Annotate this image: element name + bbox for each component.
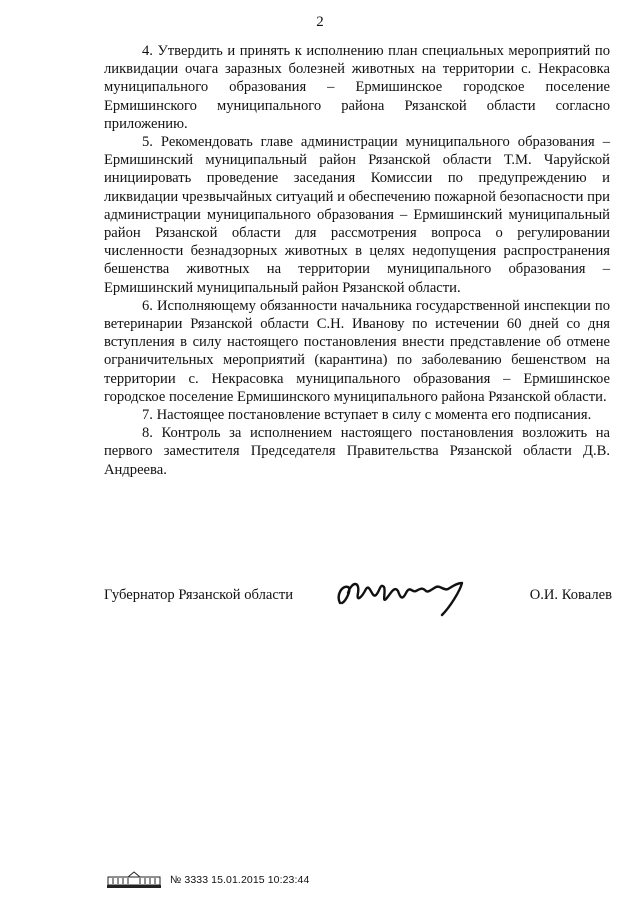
- signer-name: О.И. Ковалев: [529, 587, 612, 603]
- paragraph-7: 7. Настоящее постановление вступает в силу с момента его подписания.: [142, 407, 592, 424]
- building-logo-icon: [106, 871, 162, 889]
- signature-block: [104, 573, 612, 617]
- paragraph-6: 6. Исполняющему обязанности начальника государственной инспекции по ветеринарии Рязанской области С.Н. Иванову по истечении 60 дней со дня вступления в силу настоящего постановления внести представление об отмене ограничительных мероприятий (карантина) по заболеванию бешенством на территории с. Некрасовка муниципального образования – Ермишинское городское поселение Ермишинского муниципального района Рязанской области.: [104, 297, 610, 405]
- paragraph-8: 8. Контроль за исполнением настоящего постановления возложить на первого заместителя Председателя Правительства Рязанской области Д.В. Андреева.: [104, 425, 610, 478]
- document-body: [104, 42, 610, 479]
- paragraph-5: 5. Рекомендовать главе администрации муниципального образования – Ермишинский муниципальный район Рязанской области Т.М. Чаруйской инициировать проведение заседания Комиссии по предупреждению и ликвидации чрезвычайных ситуаций и обеспечению пожарной безопасности при администрации муниципального образования – Ермишинский муниципальный район Рязанской области для рассмотрения вопроса о регулировании численности безнадзорных животных в целях недопущения распространения бешенства животных на территории муниципального образования – Ермишинский муниципальный район Рязанской области.: [104, 134, 610, 296]
- registration-number: № 3333 15.01.2015 10:23:44: [170, 874, 310, 886]
- handwritten-signature: [332, 573, 492, 617]
- page-number: 2: [316, 14, 324, 30]
- registration-footer: [106, 870, 309, 890]
- signer-position: Губернатор Рязанской области: [104, 587, 294, 603]
- paragraph-4: 4. Утвердить и принять к исполнению план специальных мероприятий по ликвидации очага заразных болезней животных на территории с. Некрасовка муниципального образования – Ермишинское городское поселение Ермишинского муниципального района Рязанской области согласно приложению.: [104, 43, 610, 132]
